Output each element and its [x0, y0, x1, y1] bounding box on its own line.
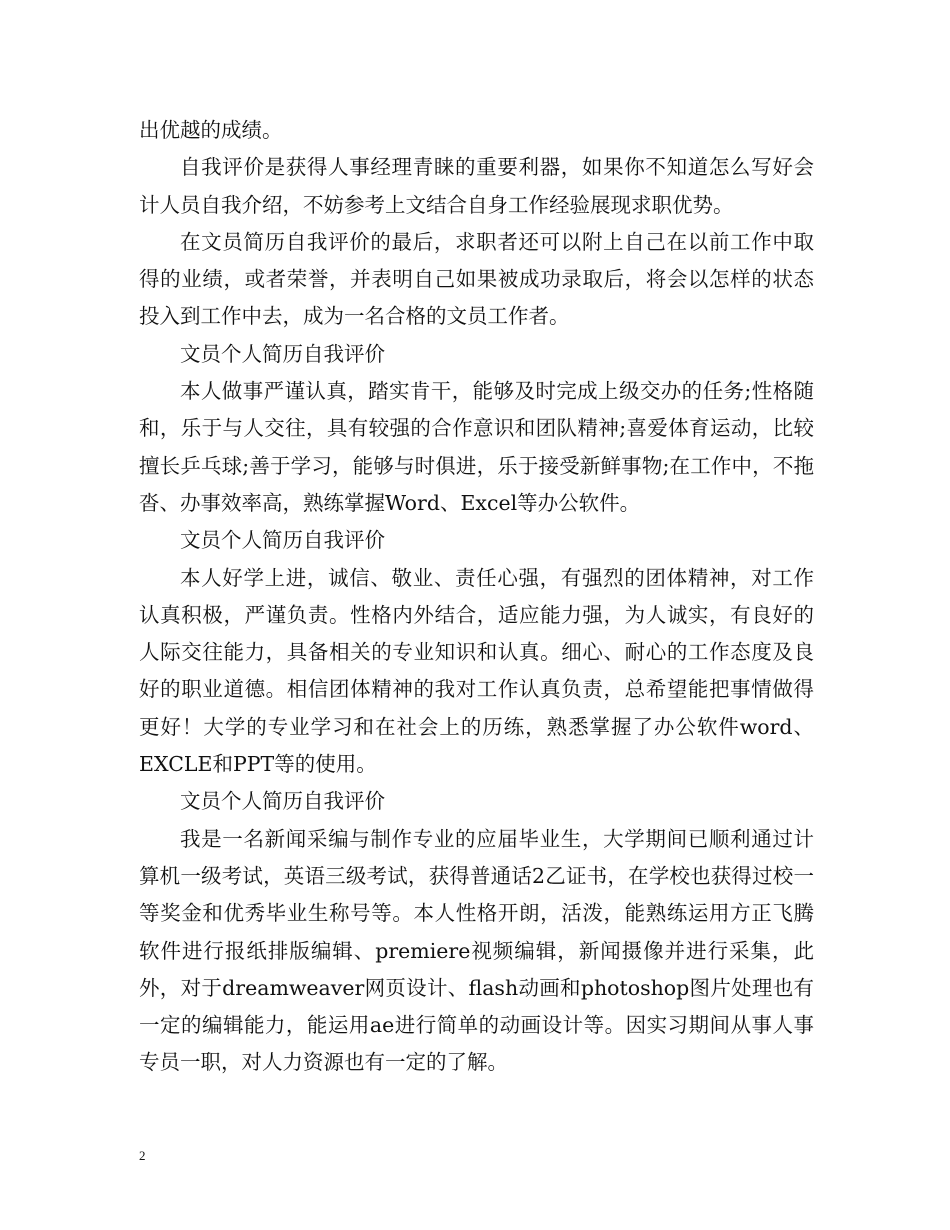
section-heading: 文员个人简历自我评价: [180, 789, 385, 814]
section-heading: 文员个人简历自我评价: [180, 341, 385, 366]
page-number: 2: [139, 1148, 146, 1163]
document-body: [139, 112, 814, 1082]
section-heading: 文员个人简历自我评价: [180, 528, 385, 553]
paragraph-sample-3: 我是一名新闻采编与制作专业的应届毕业生，大学期间已顺利通过计算机一级考试，英语三级考试，获得普通话2乙证书，在学校也获得过校一等奖金和优秀毕业生称号等。本人性格开朗，活泼，能熟练运用方正飞腾软件进行报纸排版编辑、premiere视频编辑，新闻摄像并进行采集，此外，对于dreamweaver网页设计、flash动画和photoshop图片处理也有一定的编辑能力，能运用ae进行简单的动画设计等。因实习期间从事人事专员一职，对人力资源也有一定的了解。: [139, 826, 814, 1075]
paragraph-sample-2: 本人好学上进，诚信、敬业、责任心强，有强烈的团体精神，对工作认真积极，严谨负责。性格内外结合，适应能力强，为人诚实，有良好的人际交往能力，具备相关的专业知识和认真。细心、耐心的工作态度及良好的职业道德。相信团体精神的我对工作认真负责，总希望能把事情做得更好！大学的专业学习和在社会上的历练，熟悉掌握了办公软件word、EXCLE和PPT等的使用。: [139, 565, 814, 777]
paragraph-self-evaluation-tips: 自我评价是获得人事经理青睐的重要利器，如果你不知道怎么写好会计人员自我介绍，不妨参考上文结合自身工作经验展现求职优势。: [139, 155, 814, 217]
paragraph-sample-1: 本人做事严谨认真，踏实肯干，能够及时完成上级交办的任务;性格随和，乐于与人交往，具有较强的合作意识和团队精神;喜爱体育运动，比较擅长乒乓球;善于学习，能够与时俱进，乐于接受新鲜事物;在工作中，不拖沓、办事效率高，熟练掌握Word、Excel等办公软件。: [139, 379, 814, 515]
paragraph-continuation: 出优越的成绩。: [139, 118, 283, 142]
paragraph-achievements-advice: 在文员简历自我评价的最后，求职者还可以附上自己在以前工作中取得的业绩，或者荣誉，并表明自己如果被成功录取后，将会以怎样的状态投入到工作中去，成为一名合格的文员工作者。: [139, 229, 814, 329]
